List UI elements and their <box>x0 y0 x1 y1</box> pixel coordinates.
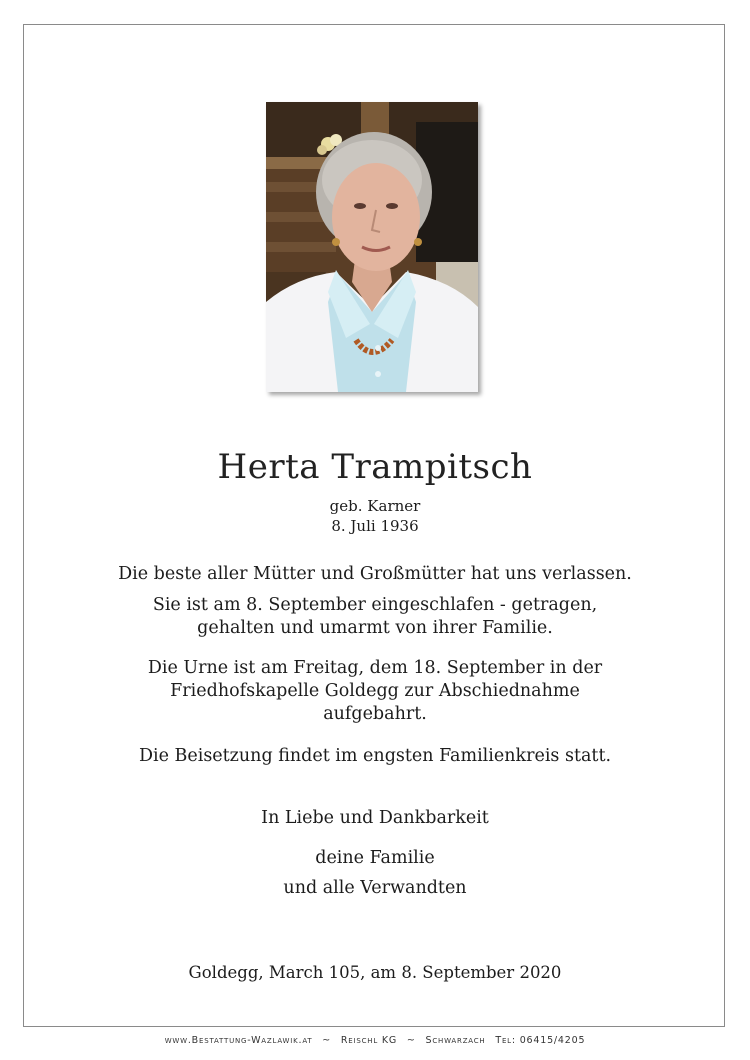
footer-separator-1: ~ <box>322 1035 332 1046</box>
text-line-2a: Sie ist am 8. September eingeschlafen - getragen, <box>152 595 598 615</box>
portrait-image <box>266 102 478 392</box>
closing-love: In Liebe und Dankbarkeit <box>261 808 489 828</box>
place-and-date: Goldegg, March 105, am 8. September 2020 <box>188 963 562 982</box>
text-line-1: Die beste aller Mütter und Großmütter hat uns verlassen. <box>118 564 632 584</box>
footer-website: www.Bestattung-Wazlawik.at <box>164 1035 313 1046</box>
footer-line <box>0 1035 750 1046</box>
footer-phone: Tel: 06415/4205 <box>495 1035 586 1046</box>
text-line-3c: aufgebahrt. <box>323 704 427 724</box>
footer-company: Reischl KG <box>340 1035 398 1046</box>
birth-date: 8. Juli 1936 <box>331 517 419 535</box>
portrait-photo <box>266 102 478 392</box>
footer-separator-2: ~ <box>406 1035 416 1046</box>
footer-town: Schwarzach <box>425 1035 486 1046</box>
closing-relatives: und alle Verwandten <box>283 878 467 898</box>
birth-name: geb. Karner <box>329 497 421 515</box>
closing-family: deine Familie <box>315 848 435 868</box>
text-line-4: Die Beisetzung findet im engsten Familienkreis statt. <box>138 746 612 766</box>
deceased-name: Herta Trampitsch <box>217 447 533 487</box>
text-line-3b: Friedhofskapelle Goldegg zur Abschiednahme <box>170 681 580 701</box>
text-line-3a: Die Urne ist am Freitag, dem 18. September in der <box>147 658 603 678</box>
text-line-2b: gehalten und umarmt von ihrer Familie. <box>197 618 553 638</box>
